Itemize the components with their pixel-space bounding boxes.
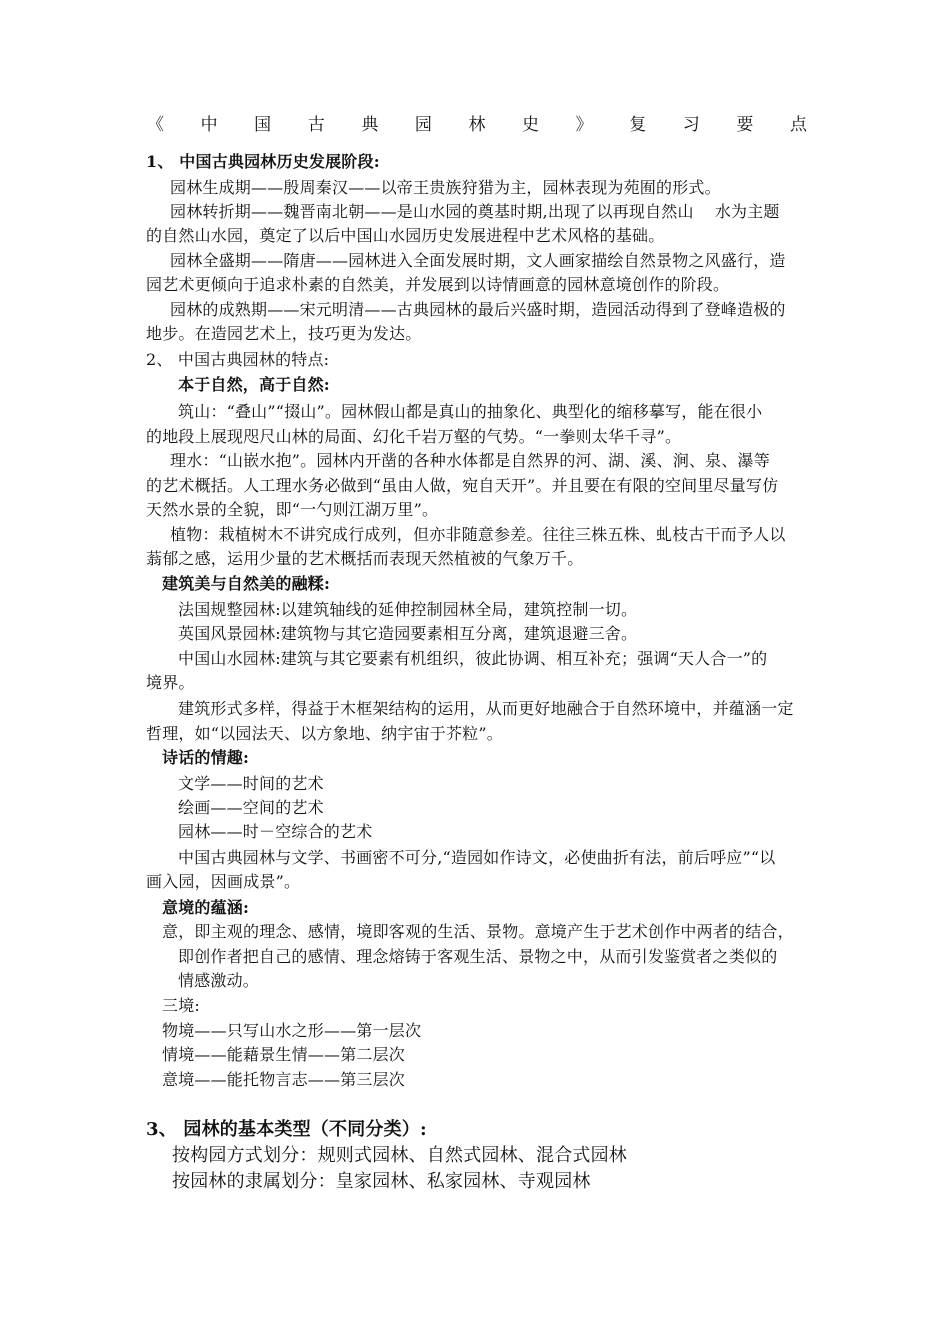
paragraph-line: 植物：栽植树木不讲究成行成列，但亦非随意参差。往往三株五株、虬枝古干而予人以	[170, 525, 786, 544]
subheading: 本于自然，高于自然:	[178, 375, 330, 394]
paragraph-line: 园林的成熟期——宋元明清——古典园林的最后兴盛时期，造园活动得到了登峰造极的	[170, 300, 786, 319]
paragraph-line: 中国山水园林:建筑与其它要素有机组织，彼此协调、相互补充；强调“天人合一”的	[178, 649, 768, 668]
subheading: 意境的蕴涵:	[162, 898, 250, 917]
section-heading-3: 3、 园林的基本类型（不同分类）:	[146, 1119, 427, 1140]
paragraph-line: 的地段上展现咫尺山林的局面、幻化千岩万壑的气势。“一拳则太华千寻”。	[146, 427, 682, 446]
title-char: 林	[468, 115, 486, 135]
title-char: 史	[522, 115, 540, 135]
paragraph-line: 英国风景园林:建筑物与其它造园要素相互分离，建筑退避三舍。	[178, 624, 638, 643]
paragraph-line: 蓊郁之感，运用少量的艺术概括而表现天然植被的气象万千。	[146, 549, 584, 568]
paragraph-line: 哲理，如“以园法天、以方象地、纳宇宙于芥粒”。	[146, 724, 503, 743]
paragraph-line: 地步。在造园艺术上，技巧更为发达。	[146, 324, 422, 343]
title-char: 要	[736, 115, 754, 135]
paragraph-line: 物境——只写山水之形——第一层次	[162, 1021, 422, 1040]
title-char: 《	[147, 115, 164, 135]
paragraph-line: 按园林的隶属划分：皇家园林、私家园林、寺观园林	[172, 1171, 591, 1192]
paragraph-line: 意境——能托物言志——第三层次	[162, 1070, 406, 1089]
paragraph-line: 园林——时－空综合的艺术	[178, 822, 373, 841]
title-char: 国	[254, 115, 272, 135]
title-char: 点	[789, 115, 807, 135]
title-char: 》	[575, 115, 593, 135]
paragraph-line: 中国古典园林与文学、书画密不可分,“造园如作诗文，必使曲折有法，前后呼应”“以	[178, 848, 776, 867]
paragraph-line: 意，即主观的理念、感情，境即客观的生活、景物。意境产生于艺术创作中两者的结合，	[162, 922, 794, 941]
paragraph-line: 建筑形式多样，得益于木框架结构的运用，从而更好地融合于自然环境中，并蕴涵一定	[178, 699, 794, 718]
paragraph-line: 法国规整园林:以建筑轴线的延伸控制园林全局，建筑控制一切。	[178, 600, 638, 619]
paragraph-line: 绘画——空间的艺术	[178, 798, 324, 817]
paragraph-line: 即创作者把自己的感情、理念熔铸于客观生活、景物之中，从而引发鉴赏者之类似的	[178, 947, 778, 966]
paragraph-line: 园林转折期——魏晋南北朝——是山水园的奠基时期,出现了以再现自然山 水为主题	[170, 202, 780, 221]
paragraph-line: 情境——能藉景生情——第二层次	[162, 1045, 406, 1064]
paragraph-line: 情感激动。	[178, 971, 260, 990]
paragraph-line: 按构园方式划分：规则式园林、自然式园林、混合式园林	[172, 1145, 627, 1166]
paragraph-line: 筑山：“叠山”“掇山”。园林假山都是真山的抽象化、典型化的缩移摹写，能在很小	[178, 402, 763, 421]
paragraph-line: 画入园，因画成景”。	[146, 872, 301, 891]
paragraph-line: 理水：“山嵌水抱”。园林内开凿的各种水体都是自然界的河、湖、溪、涧、泉、瀑等	[170, 451, 770, 470]
title-char: 典	[361, 115, 379, 135]
title-char: 中	[200, 115, 218, 135]
title-char: 习	[682, 115, 700, 135]
subheading: 诗话的情趣:	[162, 748, 250, 767]
document-title	[147, 114, 807, 136]
section-heading-2: 2、 中国古典园林的特点:	[146, 350, 330, 369]
section-heading-1: 1、 中国古典园林历史发展阶段:	[146, 152, 380, 171]
paragraph-line: 的艺术概括。人工理水务必做到“虽由人做，宛自天开”。并且要在有限的空间里尽量写仿	[146, 476, 779, 495]
title-char: 复	[629, 115, 647, 135]
title-char: 古	[307, 115, 325, 135]
subheading: 建筑美与自然美的融糅:	[162, 574, 331, 593]
paragraph-line: 三境:	[162, 996, 200, 1015]
paragraph-line: 文学——时间的艺术	[178, 774, 324, 793]
title-char: 园	[414, 115, 432, 135]
paragraph-line: 园林生成期——殷周秦汉——以帝王贵族狩猎为主，园林表现为苑囿的形式。	[170, 178, 721, 197]
paragraph-line: 园艺术更倾向于追求朴素的自然美，并发展到以诗情画意的园林意境创作的阶段。	[146, 275, 730, 294]
paragraph-line: 天然水景的全貌，即“一勺则江湖万里”。	[146, 500, 439, 519]
paragraph-line: 园林全盛期——隋唐——园林进入全面发展时期，文人画家描绘自然景物之风盛行，造	[170, 251, 786, 270]
paragraph-line: 境界。	[146, 673, 195, 692]
paragraph-line: 的自然山水园，奠定了以后中国山水园历史发展进程中艺术风格的基础。	[146, 226, 665, 245]
